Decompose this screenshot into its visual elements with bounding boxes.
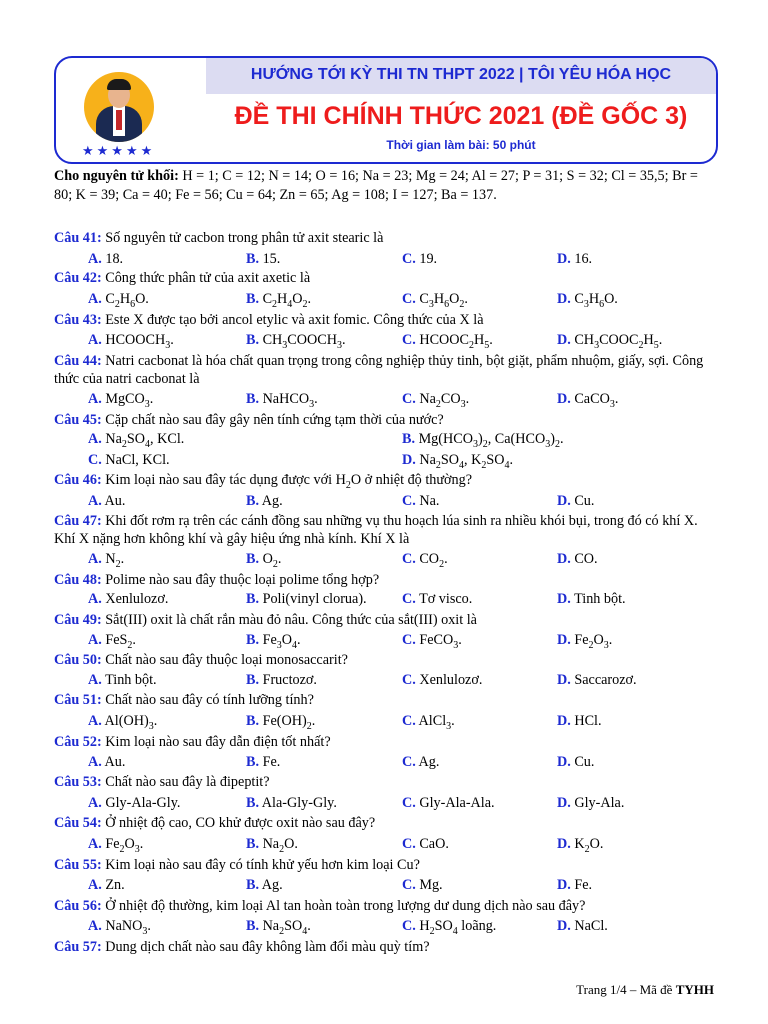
option-text: Au. (101, 493, 126, 509)
answer-option[interactable] (246, 794, 337, 812)
option-text: $Fe_2O_3$. (101, 836, 144, 855)
option-text: Gly-Ala. (570, 795, 625, 811)
option-text: NaHCO$_3$. (259, 391, 318, 410)
option-letter: A. (88, 877, 102, 893)
option-letter: C. (402, 391, 416, 407)
option-text: Ag. (259, 493, 283, 509)
option-letter: B. (246, 291, 260, 307)
option-letter: B. (246, 877, 260, 893)
option-letter: A. (88, 591, 102, 607)
option-text: $K_2O$. (570, 836, 604, 855)
answer-option[interactable] (402, 753, 439, 771)
answer-option[interactable] (402, 590, 472, 608)
answer-option[interactable] (402, 876, 443, 894)
option-letter: D. (557, 291, 571, 307)
question-text: Kim loại nào sau đây dẫn điện tốt nhất? (101, 734, 331, 750)
question-text: Dung dịch chất nào sau đây không làm đổi màu quỳ tím? (101, 939, 430, 955)
option-letter: B. (246, 632, 260, 648)
question-stem (54, 651, 716, 669)
question-number: Câu 47: (54, 513, 102, 529)
option-text: Tinh bột. (101, 672, 157, 688)
option-letter: D. (557, 672, 571, 688)
answer-option[interactable] (557, 712, 602, 730)
question-number: Câu 45: (54, 412, 102, 428)
answer-option[interactable] (402, 794, 495, 812)
answer-option[interactable] (88, 451, 170, 469)
option-text: Poli(vinyl clorua). (259, 591, 367, 607)
option-letter: C. (402, 795, 416, 811)
option-letter: A. (88, 431, 102, 447)
option-text: 15. (259, 251, 281, 267)
option-letter: D. (557, 836, 571, 852)
option-letter: C. (402, 591, 416, 607)
question-text: Khi đốt rơm rạ trên các cánh đồng sau những vụ thu hoạch lúa sinh ra nhiều khói bụi, trong đó có khí X. Khí X nặng hơn không khí và gây hiệu ứng nhà kính. Khí X là (54, 513, 698, 547)
question-number: Câu 56: (54, 898, 102, 914)
option-letter: A. (88, 795, 102, 811)
option-letter: B. (246, 391, 260, 407)
question-number: Câu 57: (54, 939, 102, 955)
option-text: Gly-Ala-Gly. (101, 795, 181, 811)
answer-option[interactable] (402, 835, 449, 853)
option-text: $Na_2SO_4$. (259, 918, 311, 937)
option-text: Fe. (259, 754, 281, 770)
option-letter: A. (88, 291, 102, 307)
option-letter: B. (246, 672, 260, 688)
option-letter: C. (402, 632, 416, 648)
option-text: $C_3H_6O$. (570, 291, 618, 310)
answer-option[interactable] (88, 492, 125, 510)
option-letter: D. (557, 632, 571, 648)
option-letter: D. (557, 391, 571, 407)
option-text: $C_2H_4O_2$. (259, 291, 312, 310)
option-text: CaO. (415, 836, 449, 852)
option-text: 18. (101, 251, 124, 267)
answer-option[interactable] (557, 250, 592, 268)
option-letter: A. (88, 551, 102, 567)
footer-text: Trang 1/4 – Mã đề (576, 982, 676, 997)
exam-title: ĐỀ THI CHÍNH THỨC 2021 (ĐỀ GỐC 3) (234, 102, 688, 130)
option-text: Na. (415, 493, 440, 509)
option-text: $Fe_3O_4$. (259, 632, 301, 651)
option-letter: B. (246, 795, 260, 811)
option-letter: A. (88, 332, 102, 348)
option-text: Tơ visco. (415, 591, 473, 607)
option-letter: C. (402, 291, 416, 307)
page-footer (576, 982, 714, 998)
option-text: Fe. (570, 877, 593, 893)
option-text: FeCO$_3$. (415, 632, 462, 651)
question-stem (54, 691, 716, 709)
option-letter: C. (402, 877, 416, 893)
question-stem (54, 352, 716, 388)
question-stem (54, 773, 716, 791)
answer-option[interactable] (557, 753, 594, 771)
option-letter: D. (557, 551, 571, 567)
option-letter: A. (88, 672, 102, 688)
atomic-masses-label: Cho nguyên tử khối: (54, 168, 179, 184)
option-letter: B. (246, 251, 260, 267)
option-text: Ala-Gly-Gly. (259, 795, 337, 811)
option-text: $N_2$. (101, 551, 125, 570)
option-letter: A. (88, 713, 102, 729)
option-text: Cu. (570, 493, 595, 509)
exam-duration: Thời gian làm bài: 50 phút (386, 138, 536, 152)
option-letter: A. (88, 754, 102, 770)
series-title: HƯỚNG TỚI KỲ THI TN THPT 2022 | TÔI YÊU HÓA HỌC (250, 66, 672, 83)
answer-option[interactable] (557, 794, 624, 812)
question-text: Este X được tạo bởi ancol etylic và axit fomic. Công thức của X là (101, 312, 484, 328)
option-text: CO. (570, 551, 598, 567)
question-number: Câu 53: (54, 774, 102, 790)
answer-option[interactable] (402, 250, 437, 268)
teacher-avatar (84, 72, 154, 142)
option-letter: C. (402, 713, 416, 729)
question-number: Câu 49: (54, 612, 102, 628)
option-text: $C_2H_6O$. (101, 291, 149, 310)
option-text: $Na_2CO_3$. (415, 391, 470, 410)
option-text: $Fe_2O_3$. (570, 632, 613, 651)
question-stem (54, 611, 716, 629)
option-text: NaCl, KCl. (101, 452, 170, 468)
answer-option[interactable] (557, 876, 592, 894)
question-number: Câu 42: (54, 270, 102, 286)
option-text: $CO_2$. (415, 551, 448, 570)
option-letter: D. (557, 332, 571, 348)
option-text: Au. (101, 754, 126, 770)
question-stem (54, 269, 716, 287)
option-letter: B. (246, 332, 260, 348)
answer-option[interactable] (557, 492, 594, 510)
option-text: Zn. (101, 877, 125, 893)
question-text: Ở nhiệt độ cao, CO khử được oxit nào sau đây? (101, 815, 376, 831)
option-text: Saccarozơ. (570, 672, 637, 688)
option-letter: A. (88, 493, 102, 509)
rating-stars: ★★★★★ (82, 144, 156, 159)
option-text: NaNO$_3$. (101, 918, 151, 937)
option-text: CaCO$_3$. (570, 391, 619, 410)
option-text: $H_2SO_4$ loãng. (415, 918, 497, 937)
option-text: $HCOOC_2H_5$. (415, 332, 493, 351)
atomic-masses-text: H = 1; C = 12; N = 14; O = 16; Na = 23; Mg = 24; Al = 27; P = 31; S = 32; Cl = 35,5; Br = 80; K = 39; Ca = 40; Fe = 56; Cu = 64; Zn = 65; Ag = 108; I = 127; Ba = 137. (54, 168, 698, 203)
question-stem (54, 571, 716, 589)
option-text: $HCOOCH_3$. (101, 332, 174, 351)
option-text: Cu. (570, 754, 595, 770)
question-text: Chất nào sau đây là đipeptit? (101, 774, 270, 790)
question-text: Sắt(III) oxit là chất rắn màu đỏ nâu. Công thức của sắt(III) oxit là (101, 612, 477, 628)
option-letter: D. (557, 591, 571, 607)
option-letter: D. (557, 918, 571, 934)
question-number: Câu 43: (54, 312, 102, 328)
answer-option[interactable] (246, 753, 280, 771)
question-number: Câu 54: (54, 815, 102, 831)
option-text: 16. (570, 251, 593, 267)
option-text: $Na_2SO_4$, KCl. (101, 431, 185, 450)
answer-option[interactable] (402, 671, 482, 689)
option-text: FeS$_2$. (101, 632, 136, 651)
question-text: Chất nào sau đây thuộc loại monosaccarit? (101, 652, 348, 668)
option-letter: C. (402, 493, 416, 509)
option-letter: A. (88, 391, 102, 407)
option-text: NaCl. (570, 918, 608, 934)
option-text: $CH_3COOC_2H_5$. (570, 332, 663, 351)
question-stem (54, 814, 716, 832)
question-number: Câu 50: (54, 652, 102, 668)
question-text: Kim loại nào sau đây tác dụng được với $H_2O$ ở nhiệt độ thường? (101, 472, 473, 491)
option-letter: C. (402, 918, 416, 934)
answer-option[interactable] (88, 876, 125, 894)
question-number: Câu 46: (54, 472, 102, 488)
answer-option[interactable] (88, 590, 168, 608)
option-text: $Al(OH)_3$. (101, 713, 158, 732)
question-stem (54, 733, 716, 751)
option-text: $Mg(HCO_3)_2$, $Ca(HCO_3)_2$. (415, 431, 564, 450)
option-text: Xenlulozơ. (415, 672, 483, 688)
question-stem (54, 229, 716, 247)
question-stem (54, 471, 716, 495)
option-letter: B. (246, 754, 260, 770)
answer-option[interactable] (246, 876, 283, 894)
option-letter: B. (402, 431, 416, 447)
option-text: $CH_3COOCH_3$. (259, 332, 346, 351)
option-letter: C. (402, 251, 416, 267)
option-text: $Na_2SO_4$, $K_2SO_4$. (415, 452, 514, 471)
answer-option[interactable] (246, 492, 283, 510)
answer-option[interactable] (88, 671, 157, 689)
question-stem (54, 311, 716, 329)
question-text: Cặp chất nào sau đây gây nên tính cứng tạm thời của nước? (101, 412, 444, 428)
question-text: Natri cacbonat là hóa chất quan trọng trong công nghiệp thủy tinh, bột giặt, phẩm nhuộm, giấy, sợi. Công thức của natri cacbonat là (54, 353, 704, 387)
answer-option[interactable] (557, 917, 608, 935)
option-text: 19. (415, 251, 438, 267)
option-letter: C. (402, 754, 416, 770)
question-stem (54, 856, 716, 874)
footer-code: TYHH (675, 982, 714, 997)
question-number: Câu 55: (54, 857, 102, 873)
answer-option[interactable] (88, 250, 123, 268)
answer-option[interactable] (402, 492, 439, 510)
answer-option[interactable] (246, 590, 367, 608)
answer-option[interactable] (88, 794, 180, 812)
option-letter: C. (88, 452, 102, 468)
option-text: MgCO$_3$. (101, 391, 154, 410)
question-text: Ở nhiệt độ thường, kim loại Al tan hoàn toàn trong lượng dư dung dịch nào sau đây? (101, 898, 586, 914)
option-letter: D. (557, 713, 571, 729)
option-text: Fructozơ. (259, 672, 317, 688)
answer-option[interactable] (88, 753, 125, 771)
option-letter: C. (402, 836, 416, 852)
atomic-masses (54, 167, 716, 205)
question-text: Kim loại nào sau đây có tính khử yếu hơn kim loại Cu? (101, 857, 420, 873)
question-stem (54, 411, 716, 429)
question-number: Câu 41: (54, 230, 102, 246)
question-number: Câu 48: (54, 572, 102, 588)
option-letter: B. (246, 918, 260, 934)
option-letter: D. (402, 452, 416, 468)
option-letter: D. (557, 795, 571, 811)
option-text: Mg. (415, 877, 443, 893)
option-letter: B. (246, 591, 260, 607)
option-letter: B. (246, 551, 260, 567)
option-text: Xenlulozơ. (101, 591, 169, 607)
option-text: Ag. (259, 877, 283, 893)
option-letter: B. (246, 713, 260, 729)
option-letter: A. (88, 251, 102, 267)
answer-option[interactable] (557, 590, 626, 608)
question-number: Câu 51: (54, 692, 102, 708)
option-letter: D. (557, 493, 571, 509)
option-text: $Na_2O$. (259, 836, 298, 855)
option-letter: C. (402, 551, 416, 567)
answer-option[interactable] (246, 671, 317, 689)
answer-option[interactable] (246, 250, 280, 268)
question-number: Câu 52: (54, 734, 102, 750)
answer-option[interactable] (557, 550, 598, 568)
option-letter: D. (557, 877, 571, 893)
question-text: Số nguyên tử cacbon trong phân tử axit stearic là (101, 230, 384, 246)
option-letter: D. (557, 251, 571, 267)
option-letter: A. (88, 918, 102, 934)
question-stem (54, 938, 716, 956)
option-text: Gly-Ala-Ala. (415, 795, 495, 811)
option-letter: A. (88, 632, 102, 648)
option-letter: D. (557, 754, 571, 770)
option-text: Tinh bột. (570, 591, 626, 607)
question-text: Polime nào sau đây thuộc loại polime tổng hợp? (101, 572, 380, 588)
option-letter: B. (246, 493, 260, 509)
option-text: AlCl$_3$. (415, 713, 455, 732)
exam-header-banner (54, 56, 718, 164)
option-letter: A. (88, 836, 102, 852)
option-text: Ag. (415, 754, 440, 770)
option-text: HCl. (570, 713, 602, 729)
option-text: $O_2$. (259, 551, 282, 570)
option-text: $C_3H_6O_2$. (415, 291, 468, 310)
option-letter: C. (402, 332, 416, 348)
question-stem (54, 897, 716, 915)
question-text: Công thức phân tử của axit axetic là (101, 270, 311, 286)
question-number: Câu 44: (54, 353, 102, 369)
answer-option[interactable] (557, 671, 637, 689)
option-letter: C. (402, 672, 416, 688)
question-stem (54, 512, 716, 548)
option-text: $Fe(OH)_2$. (259, 713, 316, 732)
question-text: Chất nào sau đây có tính lưỡng tính? (101, 692, 314, 708)
option-letter: B. (246, 836, 260, 852)
